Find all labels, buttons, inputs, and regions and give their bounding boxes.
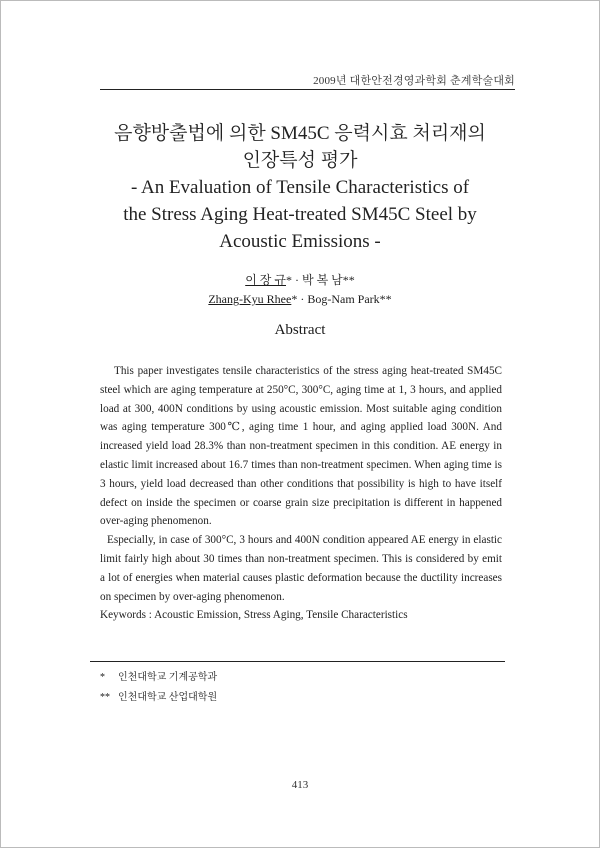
footnote-1 xyxy=(100,668,217,688)
english-authors xyxy=(80,290,520,309)
korean-title-line-2: 인장특성 평가 xyxy=(242,150,358,171)
header-rule xyxy=(100,89,515,90)
korean-author-1: 이 장 규 xyxy=(245,273,286,287)
abstract-body xyxy=(100,362,502,625)
korean-author-2-mark: ** xyxy=(342,273,355,287)
english-author-2: Bog-Nam Park xyxy=(307,292,380,306)
footnote-2-mark: ** xyxy=(100,692,110,703)
footnote-2-text: 인천대학교 산업대학원 xyxy=(118,692,218,703)
abstract-paragraph-2: Especially, in case of 300°C, 3 hours and 400N condition appeared AE energy in elastic limit fairly high about 30 times than non-treatment specimen. This is considered by emit a lot of energies when material causes plastic deformation because the ductility increases on specimen by over-aging phenomenon. xyxy=(100,534,502,603)
korean-title-line-1: 음향방출법에 의한 SM45C 응력시효 처리재의 xyxy=(114,123,486,144)
english-title-line-2: the Stress Aging Heat-treated SM45C Steel by xyxy=(123,204,477,225)
authors xyxy=(80,271,520,309)
english-author-1-mark: * xyxy=(291,292,298,306)
abstract-paragraph-1: This paper investigates tensile characteristics of the stress aging heat-treated SM45C steel which are aging temperature at 250°C, 300°C, aging time at 1, 3 hours, and applied load at 300, 400N conditions by using acoustic emission. Most suitable aging condition was aging temperature 300℃, aging time 1 hour, and aging applied load 300N. And increased yield load 28.3% than non-treatment specimen in this condition. AE energy in elastic limit increased about 16.7 times than non-treatment specimen. When aging time is 3 hours, yield load decreased than other conditions that possibility is high to have itself defect on inside the specimen or coarse grain size precipitation is different in happened over-aging phenomenon. xyxy=(100,365,502,528)
footnote-2 xyxy=(100,688,217,708)
korean-authors xyxy=(80,271,520,290)
author-separator: · xyxy=(297,292,308,306)
footnote-1-text: 인천대학교 기계공학과 xyxy=(118,672,218,683)
korean-author-2: 박 복 남 xyxy=(302,273,343,287)
author-separator: · xyxy=(292,273,302,287)
paper-title xyxy=(80,120,520,255)
english-author-1: Zhang-Kyu Rhee xyxy=(208,292,292,306)
conference-header: 2009년 대한안전경영과학회 춘계학술대회 xyxy=(313,75,515,87)
footnotes xyxy=(100,668,217,708)
abstract-heading: Abstract xyxy=(274,322,326,338)
keywords: Keywords : Acoustic Emission, Stress Aging, Tensile Characteristics xyxy=(100,609,408,622)
page-number: 413 xyxy=(291,779,309,791)
footnote-1-mark: * xyxy=(100,672,105,683)
english-title-line-1: - An Evaluation of Tensile Characteristics of xyxy=(130,177,470,198)
english-title-line-3: Acoustic Emissions - xyxy=(219,231,381,252)
korean-author-1-mark: * xyxy=(286,273,292,287)
english-author-2-mark: ** xyxy=(379,292,392,306)
footnote-rule xyxy=(90,661,505,662)
